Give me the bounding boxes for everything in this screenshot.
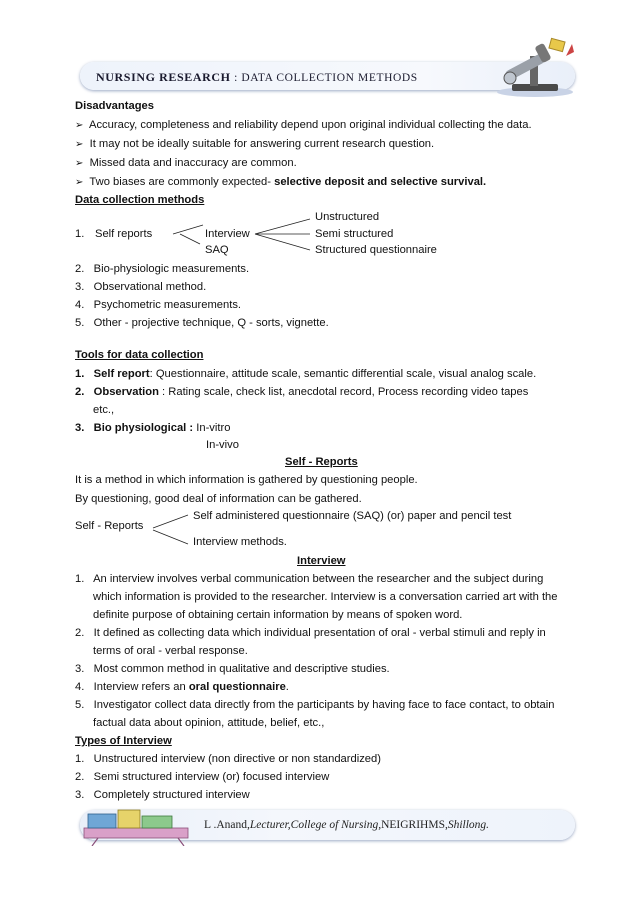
microscope-icon (490, 36, 580, 98)
title-lead: NURSING RESEARCH (96, 70, 231, 84)
list-item-continuation: terms of oral - verbal response. (93, 645, 248, 657)
list-item: 4. Psychometric measurements. (75, 299, 242, 311)
list-item: ➢ Missed data and inaccuracy are common. (75, 157, 297, 169)
list-item: 1. Self report: Questionnaire, attitude scale, semantic differential scale, visual analog scale. (75, 368, 537, 380)
list-item-continuation: factual data about opinion, attitude, belief, etc., (93, 717, 325, 729)
list-item: 5. Other - projective technique, Q - sorts, vignette. (75, 317, 329, 329)
interview-heading: Interview (297, 555, 346, 567)
list-item: 2. Bio-physiologic measurements. (75, 263, 250, 275)
list-item-continuation: which information is provided to the researcher. Interview is a conversation carried art with the (93, 591, 558, 603)
list-item: ➢ Two biases are commonly expected- selective deposit and selective survival. (75, 176, 487, 188)
list-item: ➢ Accuracy, completeness and reliability depend upon original individual collecting the data. (75, 119, 532, 131)
list-item: 3. Completely structured interview (75, 789, 250, 801)
arrow-bullet-icon: ➢ (75, 177, 84, 188)
tools-heading: Tools for data collection (75, 349, 204, 361)
list-item: 4. Interview refers an oral questionnaire. (75, 681, 289, 693)
arrow-bullet-icon: ➢ (75, 120, 84, 131)
branch-interview-methods: Interview methods. (193, 536, 287, 548)
list-item: 1. Unstructured interview (non directive or non standardized) (75, 753, 381, 765)
self-reports-label: Self reports (95, 228, 153, 240)
methods-branch-lines (170, 212, 320, 252)
list-item: 1. An interview involves verbal communication between the researcher and the subject during (75, 573, 544, 585)
self-reports-branch-lines (150, 510, 195, 550)
list-item-continuation: definite purpose of obtaining certain information by means of spoken word. (93, 609, 463, 621)
page-title (96, 70, 418, 85)
in-vivo-label: In-vivo (206, 439, 239, 451)
structured-questionnaire-label: Structured questionnaire (315, 244, 437, 256)
list-item: 5. Investigator collect data directly from the participants by having face to face contact, to obtain (75, 699, 555, 711)
self-reports-heading: Self - Reports (285, 456, 358, 468)
arrow-bullet-icon: ➢ (75, 139, 84, 150)
interview-label: Interview (205, 228, 250, 240)
method-num: 1. (75, 228, 85, 240)
unstructured-label: Unstructured (315, 211, 380, 223)
paragraph: By questioning, good deal of information can be gathered. (75, 493, 362, 505)
list-item: 3. Observational method. (75, 281, 207, 293)
list-item: 2. Semi structured interview (or) focused interview (75, 771, 330, 783)
branch-saq: Self administered questionnaire (SAQ) (or) paper and pencil test (193, 510, 512, 522)
list-item: 3. Bio physiological : In-vitro (75, 422, 231, 434)
types-heading: Types of Interview (75, 735, 172, 747)
paragraph: It is a method in which information is gathered by questioning people. (75, 474, 418, 486)
self-reports-root-label: Self - Reports (75, 520, 144, 532)
disadvantages-heading: Disadvantages (75, 100, 154, 112)
methods-heading: Data collection methods (75, 194, 205, 206)
list-item: 3. Most common method in qualitative and descriptive studies. (75, 663, 390, 675)
list-item: 2. Observation : Rating scale, check list, anecdotal record, Process recording video tapes (75, 386, 529, 398)
list-item-continuation: etc., (93, 404, 115, 416)
footer-credit: L .Anand,Lecturer,College of Nursing,NEIGRIHMS,Shillong. (204, 819, 490, 831)
saq-label: SAQ (205, 244, 229, 256)
books-desk-icon (78, 802, 198, 846)
title-rest: : DATA COLLECTION METHODS (230, 72, 418, 84)
semi-structured-label: Semi structured (315, 228, 394, 240)
list-item: ➢ It may not be ideally suitable for answering current research question. (75, 138, 435, 150)
arrow-bullet-icon: ➢ (75, 158, 84, 169)
list-item: 2. It defined as collecting data which individual presentation of oral - verbal stimuli and reply in (75, 627, 546, 639)
